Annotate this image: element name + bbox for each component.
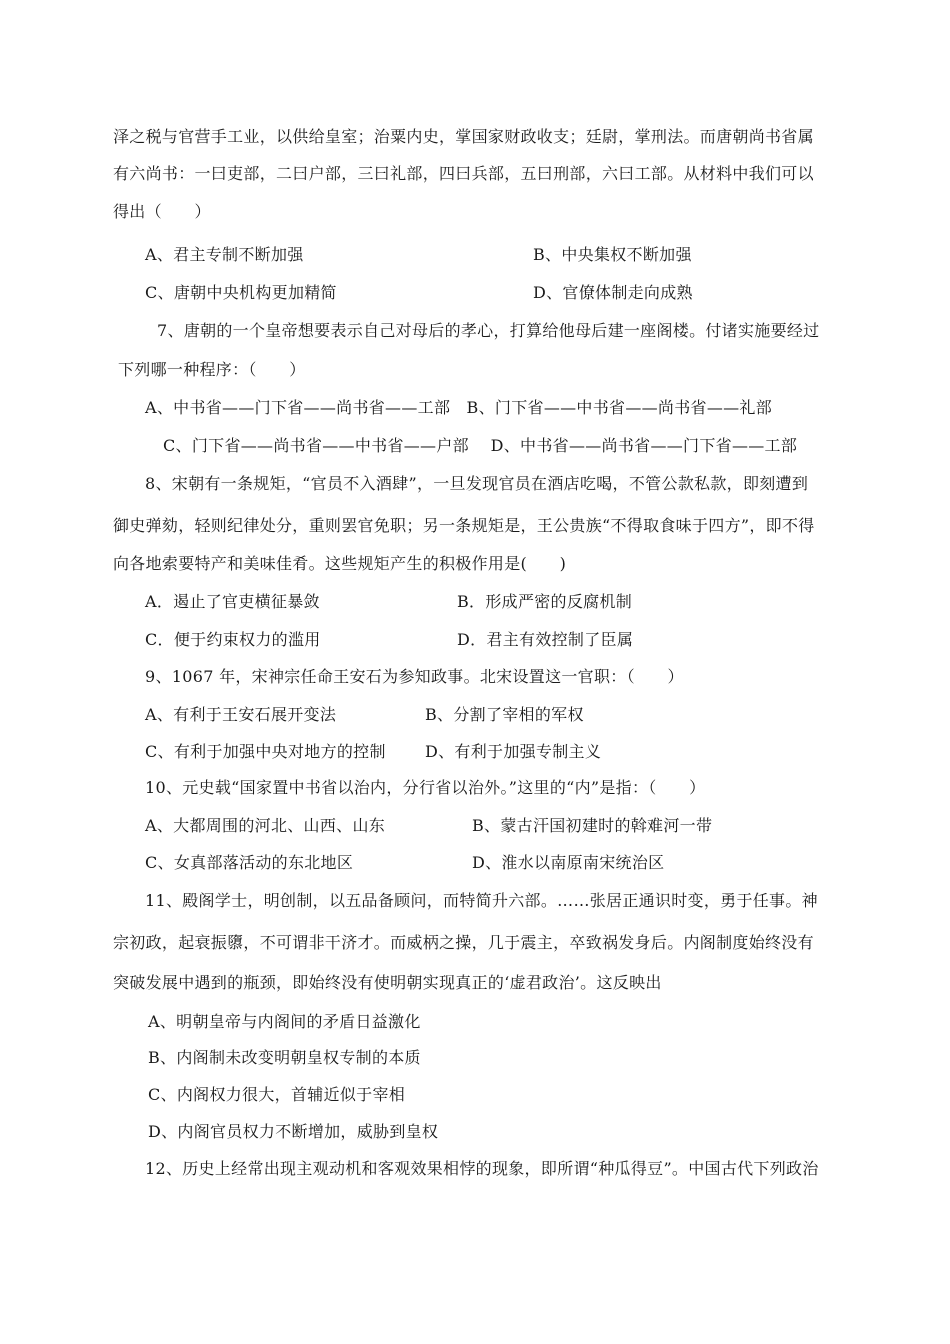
q7-line-1: 7、唐朝的一个皇帝想要表示自己对母后的孝心，打算给他母后建一座阁楼。付诸实施要经过: [157, 321, 820, 340]
q10-option-a: A、大都周围的河北、山西、山东: [145, 816, 386, 835]
q11-line-1: 11、殿阁学士，明创制，以五品备顾问，而特简升六部。……张居正通识时变，勇于任事。神: [145, 891, 818, 910]
q11-option-c: C、内阁权力很大，首辅近似于宰相: [148, 1085, 406, 1104]
q8-option-d: D．君主有效控制了臣属: [457, 630, 634, 649]
q12-line-1: 12、历史上经常出现主观动机和客观效果相悖的现象，即所谓“种瓜得豆”。中国古代下列政治: [145, 1159, 819, 1178]
q10-option-d: D、淮水以南原南宋统治区: [472, 853, 665, 872]
q11-option-b: B、内阁制未改变明朝皇权专制的本质: [148, 1048, 421, 1067]
q6-option-a: A、君主专制不断加强: [145, 245, 304, 264]
q9-option-d: D、有利于加强专制主义: [425, 742, 602, 761]
q11-line-3: 突破发展中遇到的瓶颈，即始终没有使明朝实现真正的‘虚君政治’。这反映出: [113, 973, 662, 992]
q9-option-a: A、有利于王安石展开变法: [145, 705, 337, 724]
q8-line-1: 8、宋朝有一条规矩，“官员不入酒肆”，一旦发现官员在酒店吃喝，不管公款私款，即刻遭到: [145, 474, 809, 493]
q7-line-2: 下列哪一种程序：（ ）: [118, 360, 306, 379]
q7-options-ab: A、中书省——门下省——尚书省——工部 B、门下省——中书省——尚书省——礼部: [145, 398, 773, 417]
q8-option-a: A．遏止了官吏横征暴敛: [145, 592, 320, 611]
q10-option-b: B、蒙古汗国初建时的斡难河一带: [472, 816, 713, 835]
q11-option-d: D、内阁官员权力不断增加，威胁到皇权: [148, 1122, 439, 1141]
q10-line-1: 10、元史载“国家置中书省以治内，分行省以治外。”这里的“内”是指：（ ）: [145, 778, 706, 797]
q6-option-b: B、中央集权不断加强: [533, 245, 692, 264]
q8-line-2: 御史弹劾，轻则纪律处分，重则罢官免职；另一条规矩是，王公贵族“不得取食味于四方”，即不得: [113, 516, 815, 535]
q7-options-cd: C、门下省——尚书省——中书省——户部 D、中书省——尚书省——门下省——工部: [163, 436, 798, 455]
q8-option-c: C．便于约束权力的滥用: [145, 630, 321, 649]
q6-option-c: C、唐朝中央机构更加精简: [145, 283, 337, 302]
q9-option-c: C、有利于加强中央对地方的控制: [145, 742, 386, 761]
q6-option-d: D、官僚体制走向成熟: [533, 283, 693, 302]
q8-line-3: 向各地索要特产和美味佳肴。这些规矩产生的积极作用是( ): [113, 554, 567, 573]
q11-line-2: 宗初政，起衰振隳，不可谓非干济才。而威柄之操，几于震主，卒致祸发身后。内阁制度始终没有: [113, 933, 814, 952]
q6-line-3: 得出（ ）: [113, 202, 211, 221]
q6-line-1: 泽之税与官营手工业，以供给皇室；治粟内史，掌国家财政收支；廷尉，掌刑法。而唐朝尚书省属: [113, 127, 814, 146]
q9-line-1: 9、1067 年，宋神宗任命王安石为参知政事。北宋设置这一官职：（ ）: [145, 667, 684, 686]
q6-line-2: 有六尚书：一曰吏部，二曰户部，三曰礼部，四曰兵部，五曰刑部，六曰工部。从材料中我们可以: [113, 164, 814, 183]
q11-option-a: A、明朝皇帝与内阁间的矛盾日益激化: [148, 1012, 421, 1031]
q9-option-b: B、分割了宰相的军权: [425, 705, 584, 724]
q8-option-b: B．形成严密的反腐机制: [457, 592, 633, 611]
q10-option-c: C、女真部落活动的东北地区: [145, 853, 354, 872]
